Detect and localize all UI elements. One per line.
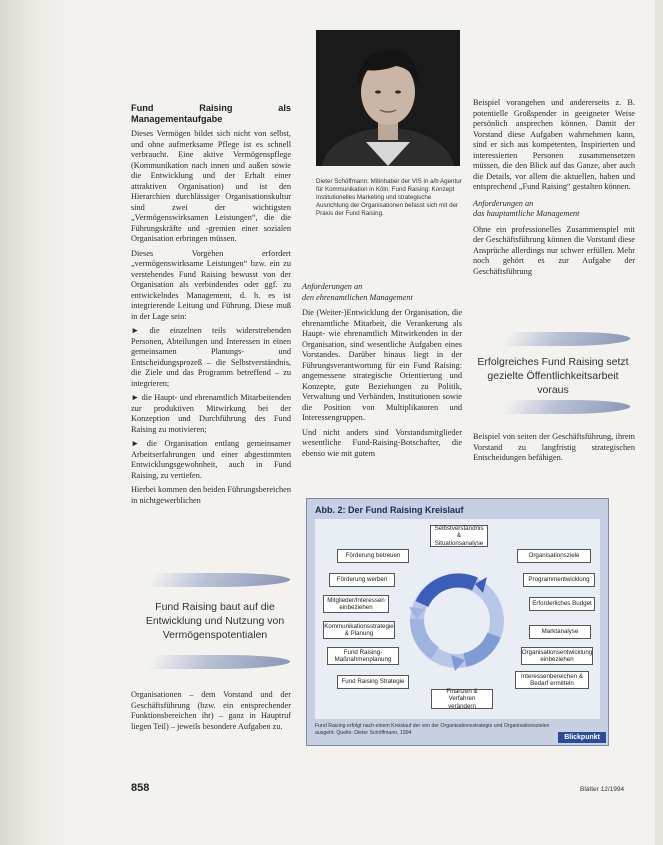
photo-caption: Dieter Schöffmann: Mitinhaber der VIS in a/b Agentur für Kommunikation in Köln. Fund Raising: Konzept Institutionelles Marketing und strategische Ausrichtung der Organisationen befasst sich mit der Praxis der Fund Raising. <box>316 178 462 217</box>
callout-swoosh <box>501 400 634 414</box>
pull-quote-line: Entwicklung und Nutzung von <box>145 615 285 627</box>
subheading <box>302 282 462 303</box>
paragraph: Hierbei kommen den beiden Führungsbereichen in nichtgewerblichen <box>131 485 291 505</box>
section-heading: Fund Raising als Managementaufgabe <box>131 103 291 124</box>
pull-quote-line: voraus <box>537 384 569 396</box>
callout-swoosh <box>146 655 294 669</box>
paragraph: Dieses Vermögen bildet sich nicht von selbst, und ohne aufmerksame Pflege ist es schnell verbraucht. Eine aktive Vermögenspflege (Kommunikation nach innen und außen sowie die Entwicklung und der Erhalt einer attraktiven Organisation) und ist den Hierarchien durchlässiger Organisationskultur sind zwei der wichtigsten „Vermögenswirksamen Leistungen“, die die Führungskräfte und -gremien einer sozialen Organisation erbringen müssen. <box>131 129 291 243</box>
bullet-item: ► die Organisation entlang gemeinsamer Arbeitserfahrungen und einer abgestimmten Entwicklungsgewohnheit, auch in Fund Raising, zu vertiefen. <box>131 439 291 480</box>
pull-quote-right <box>468 355 638 397</box>
paragraph: Die (Weiter-)Entwicklung der Organisation, die ehrenamtliche Mitarbeit, die Verankerung als Haupt- wie ehrenamtlich Mitwirkenden in der Organisation, sind wesentliche Aufgaben eines Vorstandes. Darüber hinaus liegt in der Führungsverantwortung für ein Fund Raising: angemessene strategische Orientierung und Konzepte, gute Beziehungen zu Politik, Verwaltung und Verbänden, Institutionen sowie die Position von Multiplikatoren und Interessengruppen. <box>302 308 462 422</box>
portrait-photo <box>316 30 460 166</box>
cycle-box: Selbstverständnis & Situationsanalyse <box>430 525 488 547</box>
figure-title: Abb. 2: Der Fund Raising Kreislauf <box>315 505 464 515</box>
page-number: 858 <box>131 782 150 794</box>
figure-badge: Blickpunkt <box>558 732 606 743</box>
page-right-edge <box>655 0 663 845</box>
pull-quote-line: Vermögenspotentialen <box>162 629 268 641</box>
page-left-shadow <box>0 0 70 845</box>
cycle-box: Interessenbereichen & Bedarf ermitteln <box>515 671 589 689</box>
cycle-box: Förderung betreuen <box>337 549 409 563</box>
pull-quote-line: Fund Raising baut auf die <box>155 601 275 613</box>
cycle-box: Kommunikationsstrategie & Planung <box>324 622 394 637</box>
cycle-arrow-segment <box>422 580 475 604</box>
pull-quote-line: gezielte Öffentlichkeitsarbeit <box>487 370 619 382</box>
cycle-box: Fund Raising Strategie <box>337 675 409 689</box>
middle-column <box>302 282 462 463</box>
paragraph: Dieses Vorgehen erfordert „vermögenswirksame Leistungen“ bzw. ein zu verstehendes Fund Raising bewusst von der Organisation als verbindendes oder ggf. zu entwickelndes Management, d. h. es ist integrierende Leitung und Führung. Diese muß in der Lage sein: <box>131 248 291 321</box>
paragraph: Und nicht anders sind Vorstandsmitglieder wesentliche Fund-Raising-Botschafter, die ebenso wie mit gutem <box>302 427 462 458</box>
left-bottom-text <box>131 690 291 736</box>
cycle-box: Organisationsentwicklung einbeziehen <box>521 648 593 663</box>
bullet-item: ► die einzelnen teils widerstrebenden Personen, Abteilungen und Interessen in einen gemeinsamen Planungs- und Entscheidungsprozeß – die Selbstverständnis, die Ziele und das Programm betreffend – zu integrieren; <box>131 326 291 388</box>
right-column-bottom <box>473 432 635 468</box>
subheading-line: Anforderungen an <box>302 282 363 291</box>
subheading-line: den ehrenamtlichen Management <box>302 292 413 302</box>
paragraph: Organisationen – dem Vorstand und der Geschäftsführung (bzw. ein entsprechender Funktionsbereichen ihr) – ganz in Hauptruf liegen Teil) – jeweils besondere Aufgaben zu. <box>131 690 291 731</box>
figure-canvas <box>315 519 600 719</box>
subheading <box>473 199 635 220</box>
callout-swoosh <box>146 573 294 587</box>
left-column <box>131 103 291 510</box>
cycle-box: Organisationsziele <box>517 549 591 563</box>
cycle-box: Fund Raising-Maßnahmenplanung <box>327 647 399 665</box>
issue-label: Blätter 12/1994 <box>580 786 625 793</box>
subheading-line: das hauptamtliche Management <box>473 209 580 218</box>
callout-swoosh <box>501 332 634 346</box>
figure-footnote: Fund Raising erfolgt nach einem Kreislauf der von der Organisationsstrategie und Organisationszielen ausgeht. Quelle: Dieter Schöffmann, 1994 <box>315 723 550 736</box>
cycle-box: Marktanalyse <box>529 625 591 639</box>
cycle-arrow-segment <box>417 619 435 653</box>
cycle-box: Mitglieder/Interessen einbeziehen <box>323 595 389 613</box>
portrait-image <box>316 30 460 166</box>
fund-raising-cycle-figure <box>306 498 609 746</box>
cycle-box: Förderung werben <box>329 573 395 587</box>
right-column <box>473 98 635 281</box>
subheading-line: Anforderungen an <box>473 198 534 208</box>
pull-quote-line: Erfolgreiches Fund Raising setzt <box>477 356 629 368</box>
paragraph: Ohne ein professionelles Zusammenspiel mit der Geschäftsführung können die Vorstand diese Ansprüche allerdings nur schwer erfüllen. Mehr noch gehört es zur Aufgabe der Geschäftsführung <box>473 224 635 276</box>
bullet-item: ► die Haupt- und ehrenamtlich Mitarbeitenden zur produktiven Mitwirkung bei der Konzeption und Durchführung des Fund Raising zu motivieren; <box>131 393 291 434</box>
pull-quote-left <box>135 600 295 642</box>
cycle-box: Erforderliches Budget <box>529 597 595 611</box>
paragraph: Beispiel von seiten der Geschäftsführung, ihrem Vorstand zu langfristig strategischen Entscheidungen befähigen. <box>473 432 635 462</box>
cycle-box: Finanzen & Verfahren verändern <box>431 689 493 709</box>
cycle-arrow-segment <box>465 635 494 660</box>
paragraph: Beispiel vorangehen und andererseits z. B. potentielle Großspender in geeigneter Weise persönlich ansprechen können. Damit der Vorstand diese Aufgaben wahrnehmen kann, sind er sich aus kompetenten, Inspirierten und interessierten Personen zusammensetzen müssen, die den Blick auf das Ganze, aber auch die Details, vor allem die aktuellen, haben und entsprechend „Fund Raising“ gestalten können. <box>473 98 635 191</box>
cycle-box: Programmentwicklung <box>523 573 595 587</box>
